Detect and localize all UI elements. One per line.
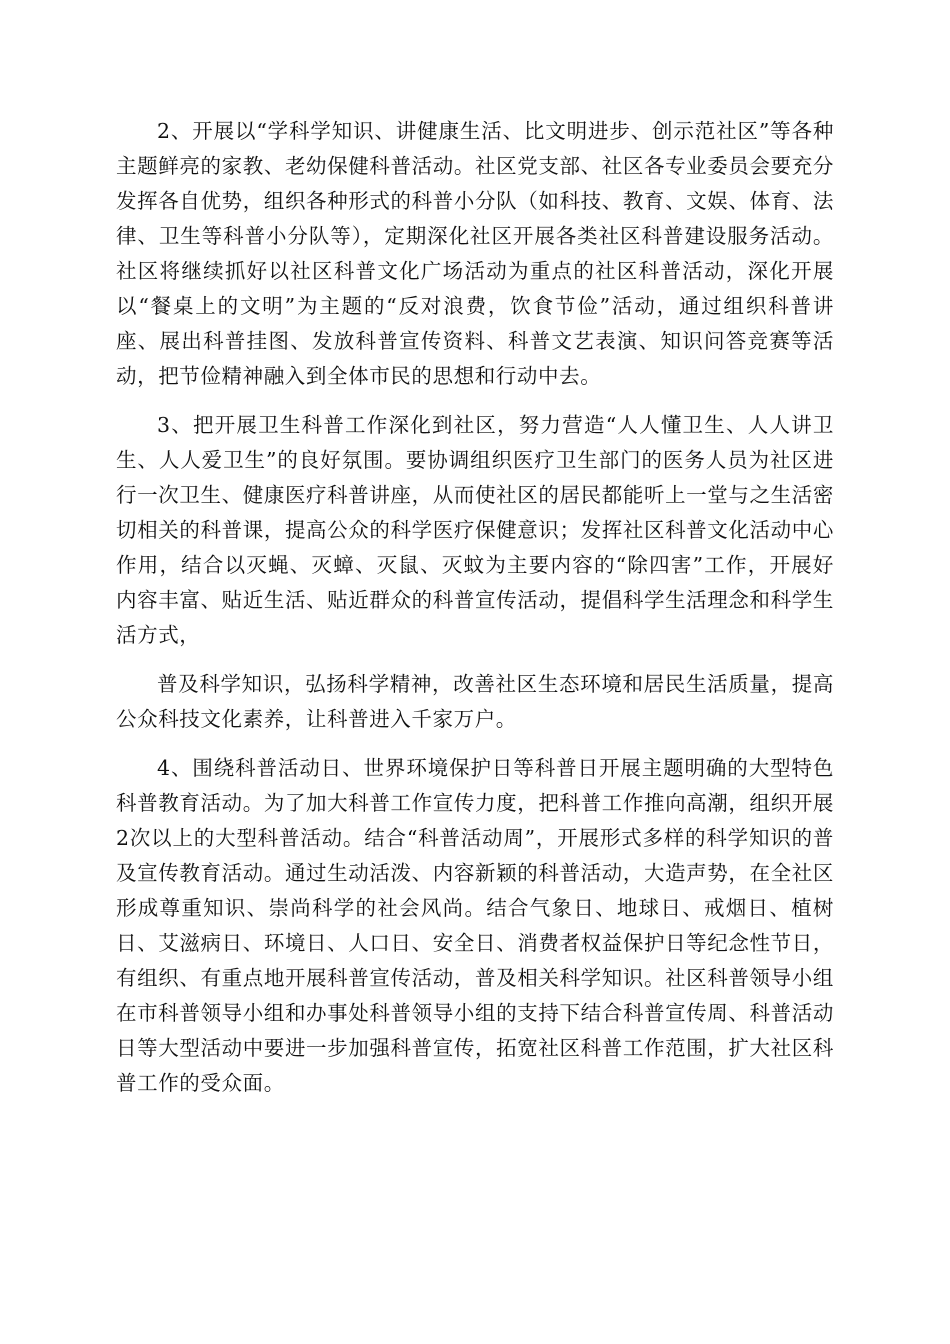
- paragraph-item-3: 3、把开展卫生科普工作深化到社区，努力营造“人人懂卫生、人人讲卫生、人人爱卫生”的良好氛围。要协调组织医疗卫生部门的医务人员为社区进行一次卫生、健康医疗科普讲座，从而使社区的居民都能听上一堂与之生活密切相关的科普课，提高公众的科学医疗保健意识；发挥社区科普文化活动中心作用，结合以灭蝇、灭蟑、灭鼠、灭蚊为主要内容的“除四害”工作，开展好内容丰富、贴近生活、贴近群众的科普宣传活动，提倡科学生活理念和科学生活方式，: [116, 413, 834, 647]
- paragraph-item-2: 2、开展以“学科学知识、讲健康生活、比文明进步、创示范社区”等各种主题鲜亮的家教、老幼保健科普活动。社区党支部、社区各专业委员会要充分发挥各自优势，组织各种形式的科普小分队（如科技、教育、文娱、体育、法律、卫生等科普小分队等），定期深化社区开展各类社区科普建设服务活动。社区将继续抓好以社区科普文化广场活动为重点的社区科普活动，深化开展以“餐桌上的文明”为主题的“反对浪费，饮食节俭”活动，通过组织科普讲座、展出科普挂图、发放科普宣传资料、科普文艺表演、知识问答竞赛等活动，把节俭精神融入到全体市民的思想和行动中去。: [116, 119, 834, 388]
- document-page: [116, 114, 834, 1115]
- paragraph-item-4: 4、围绕科普活动日、世界环境保护日等科普日开展主题明确的大型特色科普教育活动。为了加大科普工作宣传力度，把科普工作推向高潮，组织开展2次以上的大型科普活动。结合“科普活动周”，开展形式多样的科学知识的普及宣传教育活动。通过生动活泼、内容新颖的科普活动，大造声势，在全社区形成尊重知识、崇尚科学的社会风尚。结合气象日、地球日、戒烟日、植树日、艾滋病日、环境日、人口日、安全日、消费者权益保护日等纪念性节日，有组织、有重点地开展科普宣传活动，普及相关科学知识。社区科普领导小组在市科普领导小组和办事处科普领导小组的支持下结合科普宣传周、科普活动日等大型活动中要进一步加强科普宣传，拓宽社区科普工作范围，扩大社区科普工作的受众面。: [116, 756, 834, 1095]
- paragraph-continuation: 普及科学知识，弘扬科学精神，改善社区生态环境和居民生活质量，提高公众科技文化素养，让科普进入千家万户。: [116, 672, 834, 731]
